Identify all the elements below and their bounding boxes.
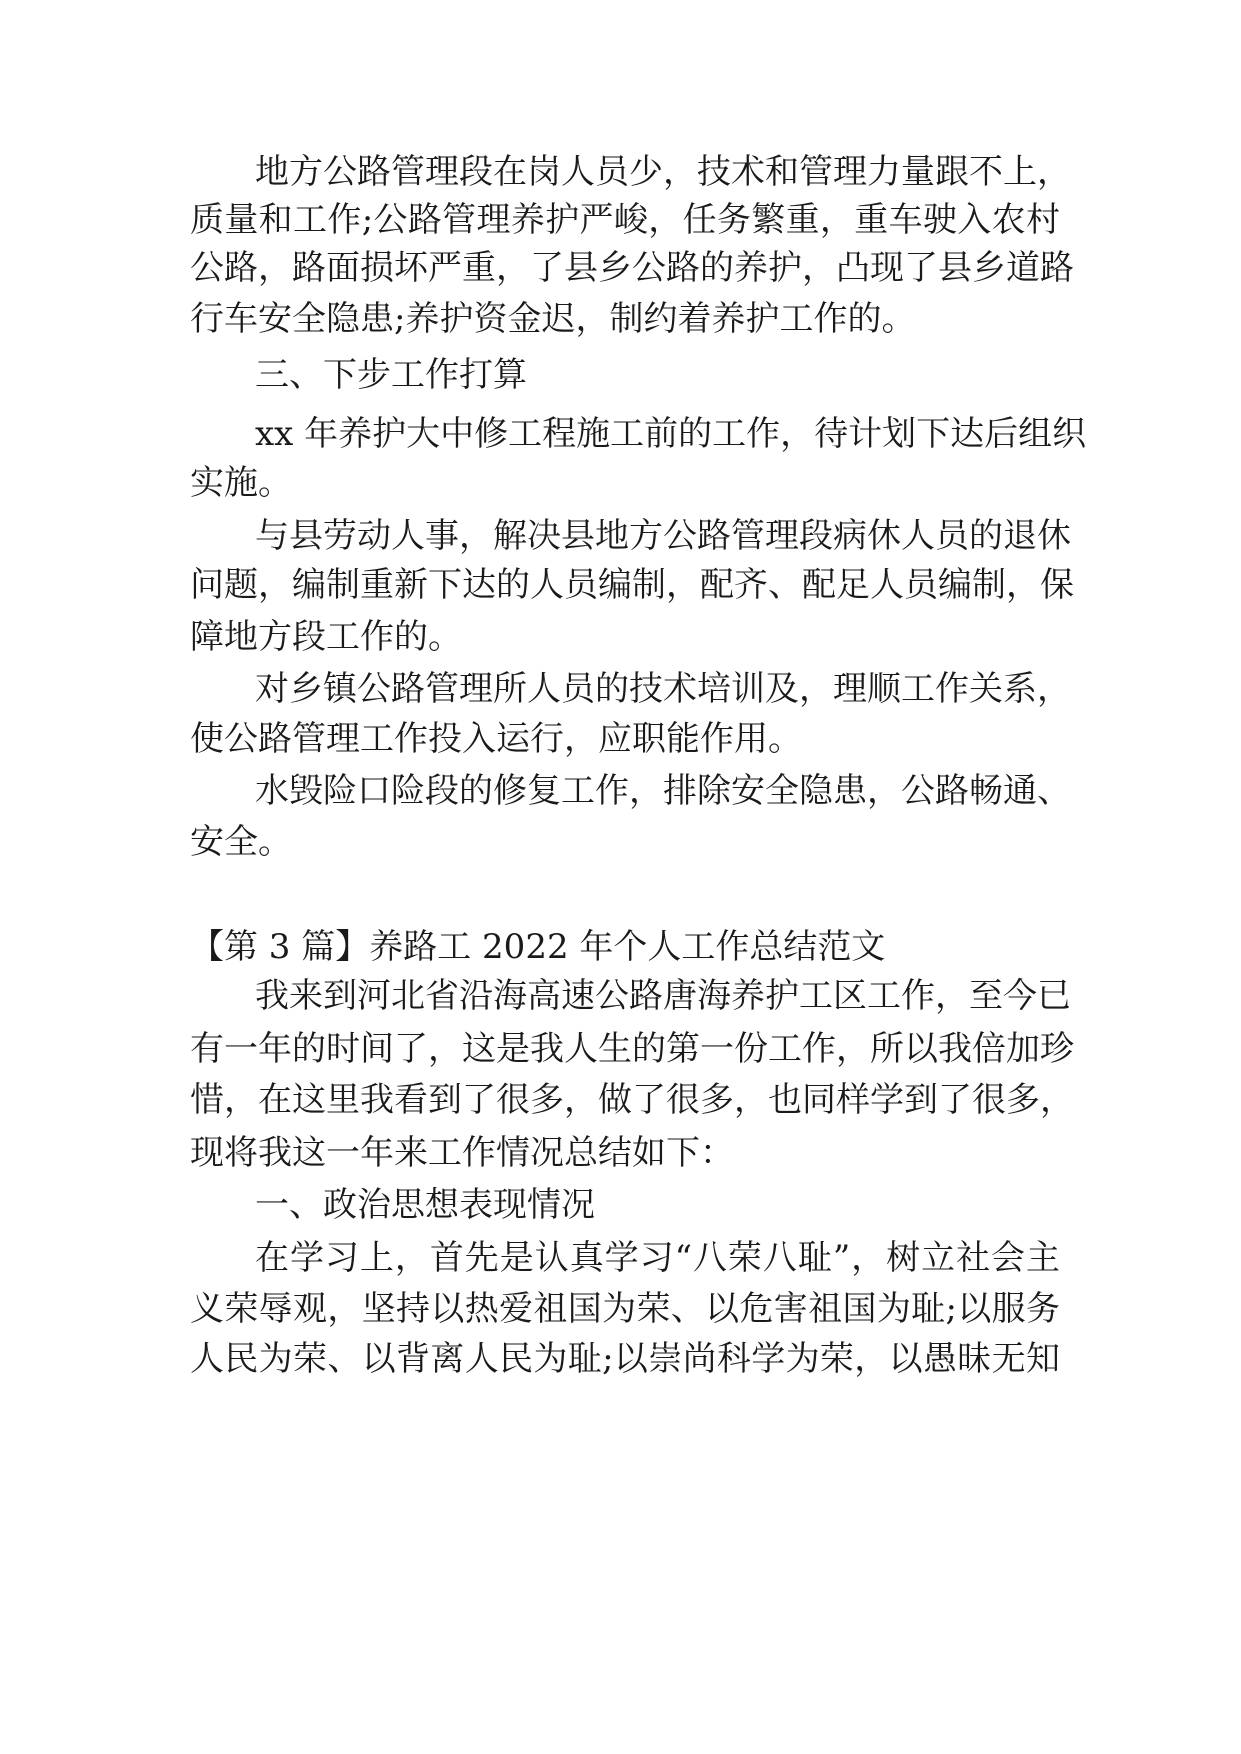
paragraph-line: 我来到河北省沿海高速公路唐海养护工区工作，至今已: [255, 976, 1071, 1016]
paragraph-line: 障地方段工作的。: [190, 617, 462, 657]
paragraph-line: 公路，路面损坏严重，了县乡公路的养护，凸现了县乡道路: [190, 248, 1074, 288]
paragraph-line: 有一年的时间了，这是我人生的第一份工作，所以我倍加珍: [190, 1029, 1074, 1069]
paragraph-line: 地方公路管理段在岗人员少，技术和管理力量跟不上，: [255, 152, 1071, 192]
paragraph-line: 对乡镇公路管理所人员的技术培训及，理顺工作关系，: [255, 669, 1071, 709]
paragraph-line: 与县劳动人事，解决县地方公路管理段病休人员的退休: [255, 516, 1071, 556]
paragraph-line: 问题，编制重新下达的人员编制，配齐、配足人员编制，保: [190, 565, 1074, 605]
paragraph-line: 行车安全隐患;养护资金迟，制约着养护工作的。: [190, 299, 916, 339]
section-heading: 一、政治思想表现情况: [255, 1185, 595, 1225]
paragraph-line: 义荣辱观，坚持以热爱祖国为荣、以危害祖国为耻;以服务: [190, 1289, 1061, 1329]
paragraph-line: 现将我这一年来工作情况总结如下：: [190, 1133, 734, 1173]
paragraph-line: 使公路管理工作投入运行，应职能作用。: [190, 719, 802, 759]
paragraph-line: 安全。: [190, 822, 292, 862]
article-title: 【第 3 篇】养路工 2022 年个人工作总结范文: [190, 927, 886, 967]
paragraph-line: 在学习上，首先是认真学习“八荣八耻”，树立社会主: [255, 1238, 1060, 1278]
paragraph-line: xx 年养护大中修工程施工前的工作，待计划下达后组织: [255, 414, 1087, 454]
section-heading: 三、下步工作打算: [255, 355, 527, 395]
paragraph-line: 实施。: [190, 463, 292, 503]
paragraph-line: 质量和工作;公路管理养护严峻，任务繁重，重车驶入农村: [190, 200, 1060, 240]
paragraph-line: 惜，在这里我看到了很多，做了很多，也同样学到了很多，: [190, 1080, 1074, 1120]
paragraph-line: 水毁险口险段的修复工作，排除安全隐患，公路畅通、: [255, 771, 1071, 811]
paragraph-line: 人民为荣、以背离人民为耻;以崇尚科学为荣，以愚昧无知: [190, 1339, 1060, 1379]
